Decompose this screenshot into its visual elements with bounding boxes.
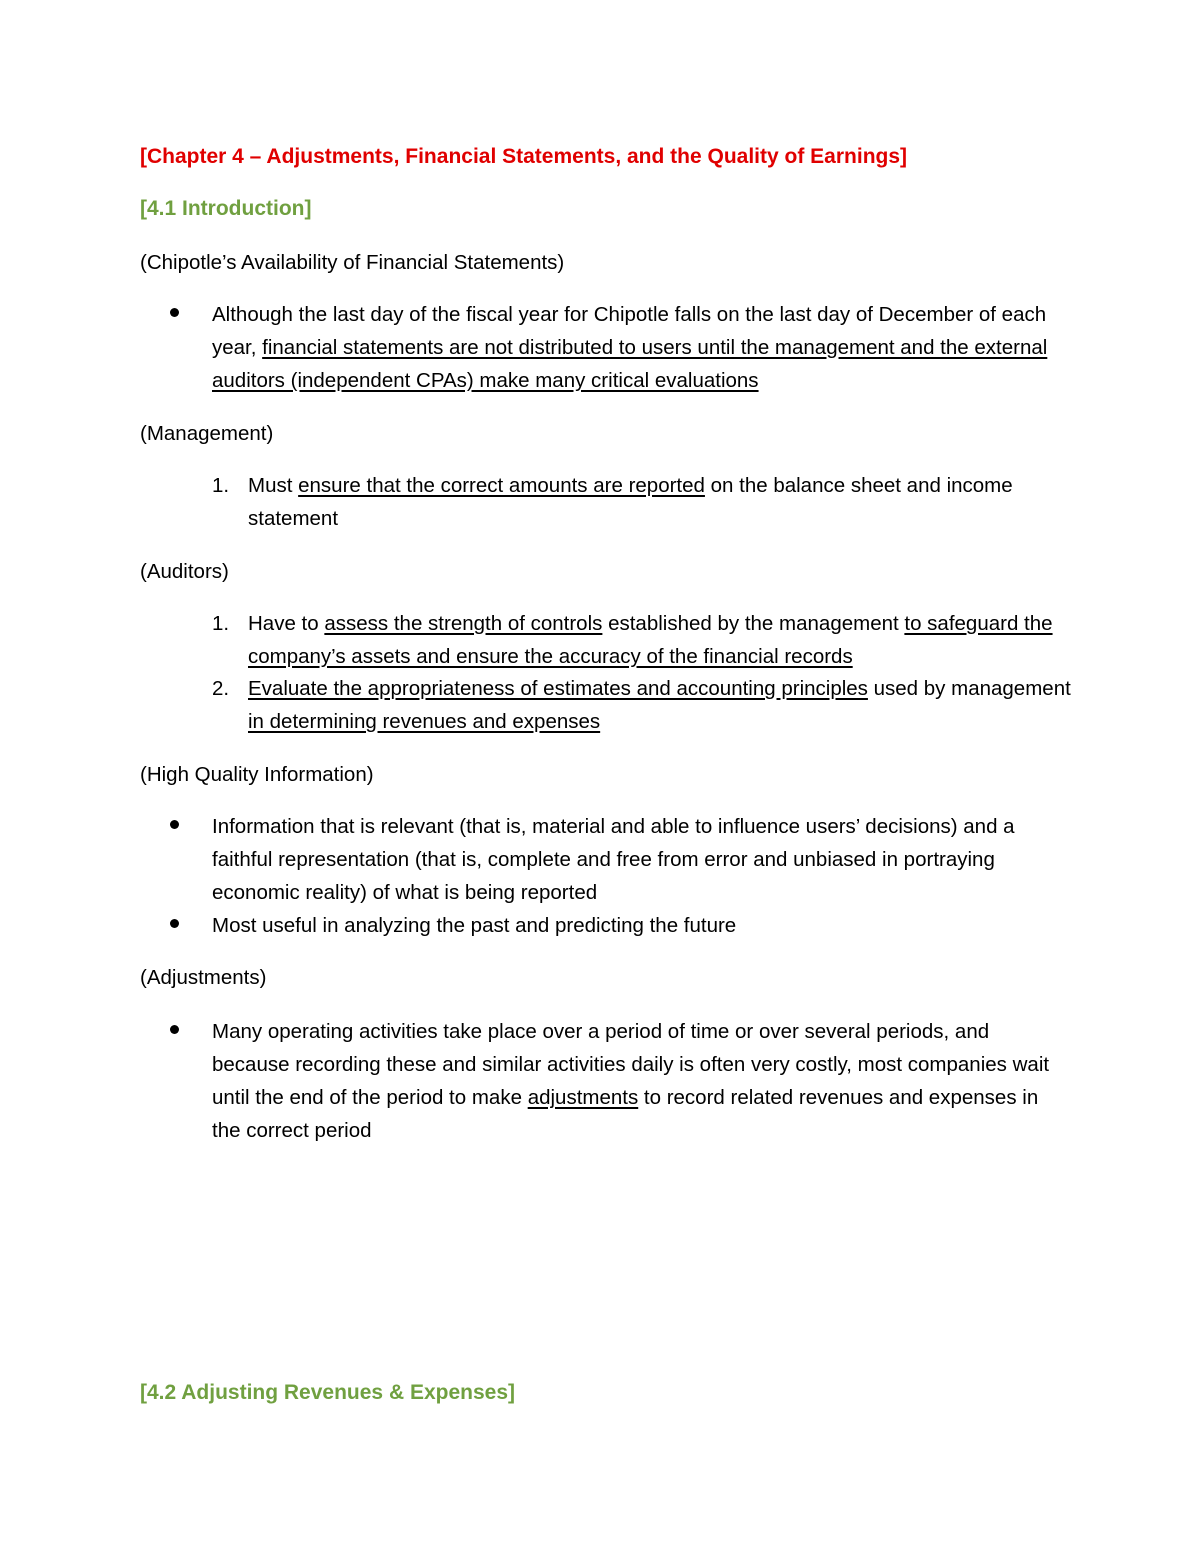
chapter-heading: [Chapter 4 – Adjustments, Financial Statements, and the Quality of Earnings] (140, 145, 908, 168)
list-item-text: Many operating activities take place over a period of time or over several periods, and because recording these and similar activities daily is often very costly, most companies wait until the end of the period to make adjustments to record related revenues and expenses in the correct period (212, 1020, 1050, 1142)
list-number: 1. (212, 474, 230, 497)
section-heading-4-1: [4.1 Introduction] (140, 197, 312, 220)
bullet-icon (170, 820, 179, 829)
list-item-text: Evaluate the appropriateness of estimates and accounting principles used by management in determining revenues and expenses (248, 677, 1071, 733)
list-item-text: Must ensure that the correct amounts are reported on the balance sheet and income statement (248, 474, 1013, 530)
subheading-high-quality: (High Quality Information) (140, 763, 374, 786)
list-item-text: Have to assess the strength of controls established by the management to safeguard the company’s assets and ensure the accuracy of the financial records (248, 612, 1053, 668)
bullet-icon (170, 1025, 179, 1034)
subheading-availability: (Chipotle’s Availability of Financial Statements) (140, 251, 565, 274)
list-item-text: Although the last day of the fiscal year for Chipotle falls on the last day of December of each year, financial statements are not distributed to users until the management and the external auditors (independent CPAs) make many critical evaluations (212, 303, 1048, 392)
list-number: 1. (212, 612, 230, 635)
section-heading-4-2: [4.2 Adjusting Revenues & Expenses] (140, 1381, 515, 1404)
bullet-icon (170, 919, 179, 928)
subheading-management: (Management) (140, 422, 274, 445)
list-number: 2. (212, 677, 230, 700)
list-item-text: Information that is relevant (that is, material and able to influence users’ decisions) and a faithful representation (that is, complete and free from error and unbiased in portraying economic reality) of what is being reported (212, 815, 1015, 904)
subheading-auditors: (Auditors) (140, 560, 229, 583)
list-item-text: Most useful in analyzing the past and predicting the future (212, 914, 737, 937)
subheading-adjustments: (Adjustments) (140, 966, 267, 989)
bullet-icon (170, 308, 179, 317)
